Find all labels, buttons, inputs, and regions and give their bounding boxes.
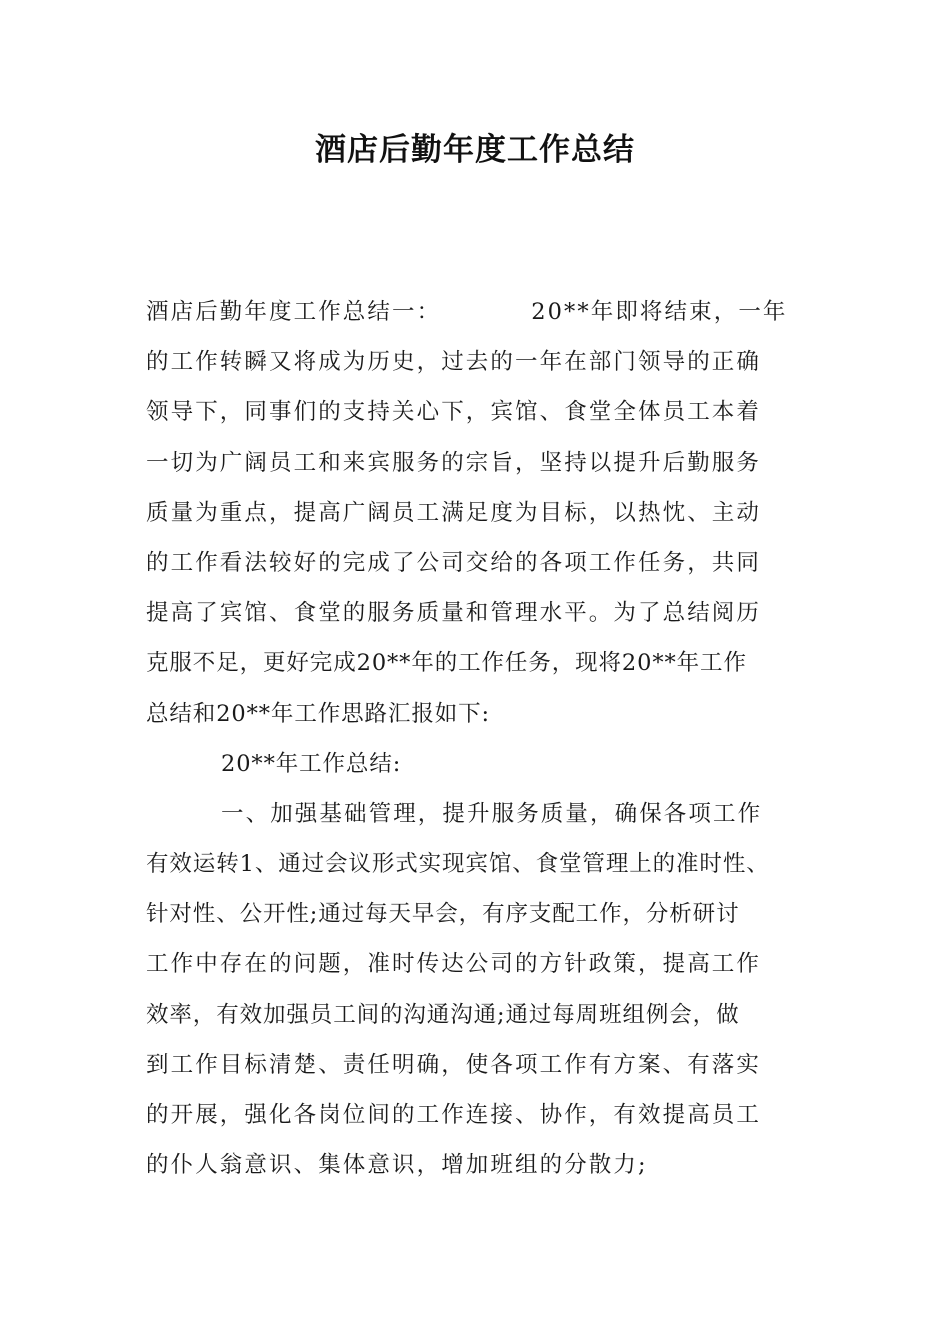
paragraph-line: 效率，有效加强员工间的沟通沟通;通过每周班组例会，做 xyxy=(146,1001,740,1028)
paragraph-line: 一切为广阔员工和来宾服务的宗旨，坚持以提升后勤服务 xyxy=(146,449,762,476)
document-body xyxy=(146,287,846,1190)
paragraph-line: 的工作转瞬又将成为历史，过去的一年在部门领导的正确 xyxy=(146,349,762,376)
paragraph-line: 的仆人翁意识、集体意识，增加班组的分散力; xyxy=(146,1152,648,1179)
paragraph-line: 提高了宾馆、食堂的服务质量和管理水平。为了总结阅历 xyxy=(146,600,762,627)
paragraph-line: 克服不足，更好完成20**年的工作任务，现将20**年工作 xyxy=(146,650,747,677)
intro-lead: 酒店后勤年度工作总结一： xyxy=(146,299,442,325)
paragraph-line: 总结和20**年工作思路汇报如下: xyxy=(146,700,491,727)
paragraph-line: 的开展，强化各岗位间的工作连接、协作，有效提高员工 xyxy=(146,1102,762,1128)
paragraph-line: 质量为重点，提高广阔员工满足度为目标，以热忱、主动 xyxy=(146,499,762,526)
paragraph-line: 领导下，同事们的支持关心下，宾馆、食堂全体员工本着 xyxy=(146,399,762,426)
document-title: 酒店后勤年度工作总结 xyxy=(315,132,635,168)
intro-first-line xyxy=(146,287,846,337)
intro-lead-cont: 20**年即将结束，一年 xyxy=(531,299,788,325)
paragraph-line: 针对性、公开性;通过每天早会，有序支配工作，分析研讨 xyxy=(146,901,740,928)
paragraph-line: 有效运转1、通过会议形式实现宾馆、食堂管理上的准时性、 xyxy=(146,851,770,878)
section-heading: 20**年工作总结: xyxy=(221,750,402,777)
paragraph-line: 到工作目标清楚、责任明确，使各项工作有方案、有落实 xyxy=(146,1051,762,1078)
paragraph-line: 的工作看法较好的完成了公司交给的各项工作任务，共同 xyxy=(146,549,762,576)
paragraph-line: 工作中存在的问题，准时传达公司的方针政策，提高工作 xyxy=(146,951,762,978)
section-one-heading: 一、加强基础管理，提升服务质量，确保各项工作 xyxy=(221,800,763,827)
